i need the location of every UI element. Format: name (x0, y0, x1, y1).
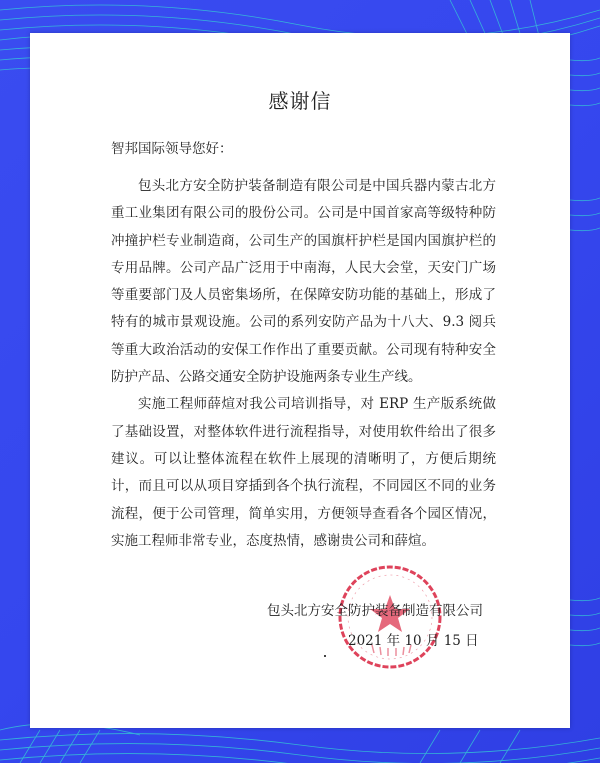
signature-date: 2021 年 10 月 15 日 (348, 633, 479, 649)
letter-paragraph: 实施工程师薛煊对我公司培训指导，对 ERP 生产版系统做了基础设置，对整体软件进行流程指导，对使用软件给出了很多建议。可以让整体流程在软件上展现的清晰明了，方便后期统计，而且可以从项目穿插到各个执行流程，不同园区不同的业务流程，便于公司管理，简单实用，方便领导查看各个园区情况，实施工程师非常专业，态度热情，感谢贵公司和薛煊。 (111, 396, 496, 549)
letter-paragraph: 包头北方安全防护装备制造有限公司是中国兵器内蒙古北方重工业集团有限公司的股份公司。公司是中国首家高等级特种防冲撞护栏专业制造商，公司生产的国旗杆护栏是国内国旗护栏的专用品牌。公司产品广泛用于中南海，人民大会堂，天安门广场等重要部门及人员密集场所，在保障安防功能的基础上，形成了特有的城市景观设施。公司的系列安防产品为十八大、9.3 阅兵等重大政治活动的安保工作作出了重要贡献。公司现有特种安全防护产品、公路交通安全防护设施两条专业生产线。 (111, 178, 496, 386)
speck (324, 655, 326, 657)
letter-title: 感谢信 (268, 89, 332, 113)
letter-paper (30, 33, 570, 728)
letter-body (111, 173, 496, 555)
signature-company: 包头北方安全防护装备制造有限公司 (267, 603, 483, 619)
letter-salutation: 智邦国际领导您好： (111, 141, 233, 157)
